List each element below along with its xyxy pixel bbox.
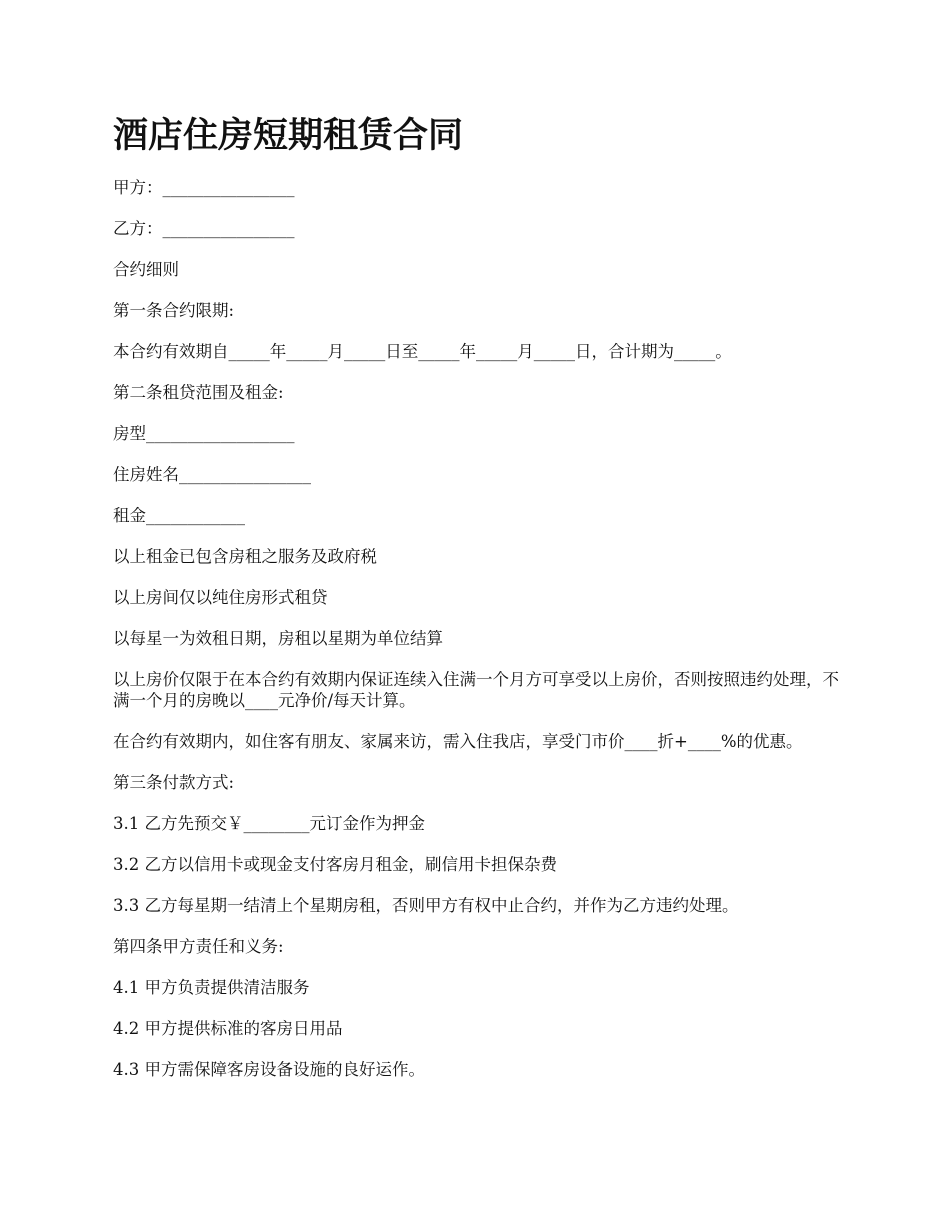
article-4-heading: 第四条甲方责任和义务: (113, 937, 284, 956)
visitor-discount-clause: 在合约有效期内，如住客有朋友、家属来访，需入住我店，享受门市价____折+____%的优惠。 (113, 732, 803, 751)
validity-period-line: 本合约有效期自_____年_____月_____日至_____年_____月_____日，合计期为_____。 (113, 342, 732, 361)
rent-line: 租金____________ (113, 506, 245, 525)
tax-included-note: 以上租金已包含房租之服务及政府税 (113, 547, 377, 566)
clause-4-2: 4.2 甲方提供标准的客房日用品 (113, 1019, 343, 1038)
party-a-line: 甲方：________________ (113, 178, 295, 197)
guest-name-line: 住房姓名________________ (113, 465, 311, 484)
clause-4-3: 4.3 甲方需保障客房设备设施的良好运作。 (113, 1060, 425, 1079)
section-heading-details: 合约细则 (113, 260, 179, 279)
document-page (113, 112, 843, 1100)
article-2-heading: 第二条租贷范围及租金: (113, 383, 284, 402)
document-title: 酒店住房短期租赁合同 (113, 115, 464, 156)
clause-3-1: 3.1 乙方先预交￥________元订金作为押金 (113, 814, 425, 833)
clause-3-3: 3.3 乙方每星期一结清上个星期房租，否则甲方有权中止合约，并作为乙方违约处理。 (113, 896, 739, 915)
monthly-rate-condition: 以上房价仅限于在本合约有效期内保证连续入住满一个月方可享受以上房价，否则按照违约处理，不满一个月的房晚以____元净价/每天计算。 (113, 670, 839, 710)
party-b-line: 乙方：________________ (113, 219, 295, 238)
residential-only-note: 以上房间仅以纯住房形式租贷 (113, 588, 328, 607)
room-type-line: 房型__________________ (113, 424, 295, 443)
article-3-heading: 第三条付款方式: (113, 773, 235, 792)
article-1-heading: 第一条合约限期: (113, 301, 235, 320)
clause-4-1: 4.1 甲方负责提供清洁服务 (113, 978, 310, 997)
clause-3-2: 3.2 乙方以信用卡或现金支付客房月租金，刷信用卡担保杂费 (113, 855, 557, 874)
weekly-settlement-note: 以每星一为效租日期，房租以星期为单位结算 (113, 629, 443, 648)
